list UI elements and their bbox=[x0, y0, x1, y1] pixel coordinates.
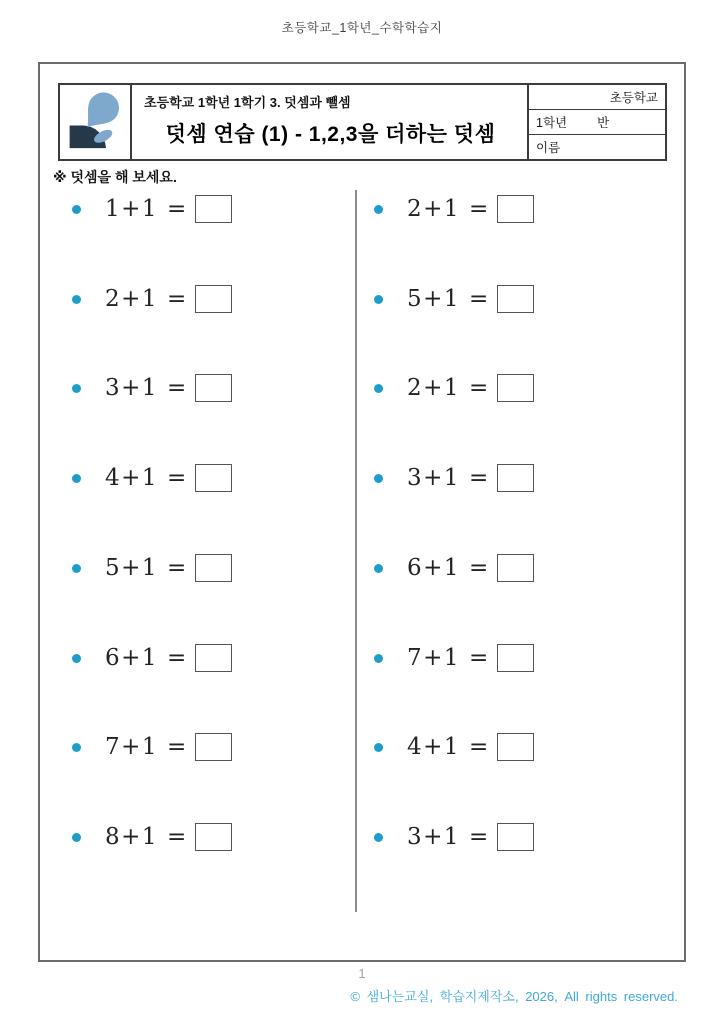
worksheet-page bbox=[38, 62, 686, 962]
student-info-table bbox=[529, 85, 665, 159]
equals-sign: = bbox=[167, 465, 187, 491]
problem-expression: 2+1 bbox=[105, 286, 159, 312]
problem-expression: 6+1 bbox=[105, 645, 159, 671]
problem-expression: 4+1 bbox=[105, 465, 159, 491]
instruction-text: ※ 덧셈을 해 보세요. bbox=[53, 169, 177, 185]
whale-drop-logo-icon bbox=[66, 90, 124, 155]
bullet-icon bbox=[374, 833, 383, 842]
equals-sign: = bbox=[469, 645, 489, 671]
logo-cell bbox=[60, 85, 132, 159]
equals-sign: = bbox=[167, 824, 187, 850]
bullet-icon bbox=[72, 474, 81, 483]
answer-box[interactable] bbox=[195, 464, 232, 492]
problem-row bbox=[72, 371, 232, 405]
problem-expression: 4+1 bbox=[407, 734, 461, 760]
column-divider bbox=[355, 190, 357, 912]
problem-expression: 5+1 bbox=[105, 555, 159, 581]
problem-row bbox=[72, 730, 232, 764]
answer-box[interactable] bbox=[195, 374, 232, 402]
answer-box[interactable] bbox=[195, 823, 232, 851]
bullet-icon bbox=[72, 743, 81, 752]
answer-box[interactable] bbox=[195, 554, 232, 582]
problem-row bbox=[72, 461, 232, 495]
bullet-icon bbox=[72, 654, 81, 663]
answer-box[interactable] bbox=[497, 733, 534, 761]
problem-expression: 7+1 bbox=[105, 734, 159, 760]
bullet-icon bbox=[72, 564, 81, 573]
bullet-icon bbox=[374, 384, 383, 393]
answer-box[interactable] bbox=[497, 285, 534, 313]
bullet-icon bbox=[374, 564, 383, 573]
problem-row bbox=[72, 551, 232, 585]
equals-sign: = bbox=[167, 734, 187, 760]
problem-row bbox=[72, 282, 232, 316]
problem-expression: 2+1 bbox=[407, 196, 461, 222]
school-label: 초등학교 bbox=[609, 91, 658, 105]
answer-box[interactable] bbox=[497, 374, 534, 402]
problem-expression: 5+1 bbox=[407, 286, 461, 312]
problem-row bbox=[374, 461, 534, 495]
worksheet-header bbox=[58, 83, 667, 161]
equals-sign: = bbox=[469, 196, 489, 222]
problem-row bbox=[374, 371, 534, 405]
name-label: 이름 bbox=[536, 141, 561, 155]
equals-sign: = bbox=[167, 375, 187, 401]
problem-row bbox=[374, 192, 534, 226]
problem-row bbox=[374, 730, 534, 764]
problem-expression: 3+1 bbox=[407, 824, 461, 850]
name-row bbox=[529, 135, 665, 159]
problem-expression: 2+1 bbox=[407, 375, 461, 401]
problem-row bbox=[72, 820, 232, 854]
page-number: 1 bbox=[358, 966, 366, 981]
equals-sign: = bbox=[469, 375, 489, 401]
answer-box[interactable] bbox=[497, 195, 534, 223]
worksheet-title: 덧셈 연습 (1) - 1,2,3을 더하는 덧셈 bbox=[165, 123, 496, 146]
problem-row bbox=[374, 641, 534, 675]
problem-expression: 8+1 bbox=[105, 824, 159, 850]
bullet-icon bbox=[374, 743, 383, 752]
problem-row bbox=[374, 551, 534, 585]
problem-row bbox=[72, 641, 232, 675]
answer-box[interactable] bbox=[195, 285, 232, 313]
answer-box[interactable] bbox=[195, 195, 232, 223]
document-title: 초등학교_1학년_수학학습지 bbox=[281, 21, 443, 35]
bullet-icon bbox=[72, 384, 81, 393]
answer-box[interactable] bbox=[497, 644, 534, 672]
problem-row bbox=[72, 192, 232, 226]
equals-sign: = bbox=[469, 734, 489, 760]
problem-expression: 3+1 bbox=[105, 375, 159, 401]
grade-class-row bbox=[529, 110, 665, 135]
problem-expression: 3+1 bbox=[407, 465, 461, 491]
problem-row bbox=[374, 282, 534, 316]
equals-sign: = bbox=[469, 824, 489, 850]
bullet-icon bbox=[374, 474, 383, 483]
class-label: 반 bbox=[597, 116, 610, 130]
equals-sign: = bbox=[167, 286, 187, 312]
title-cell bbox=[132, 85, 529, 159]
school-row bbox=[529, 85, 665, 110]
answer-box[interactable] bbox=[497, 554, 534, 582]
bullet-icon bbox=[72, 833, 81, 842]
problem-expression: 1+1 bbox=[105, 196, 159, 222]
equals-sign: = bbox=[469, 465, 489, 491]
problem-row bbox=[374, 820, 534, 854]
unit-line: 초등학교 1학년 1학기 3. 덧셈과 뺄셈 bbox=[144, 95, 351, 110]
bullet-icon bbox=[374, 205, 383, 214]
problem-expression: 6+1 bbox=[407, 555, 461, 581]
grade-label: 1학년 bbox=[536, 116, 568, 130]
equals-sign: = bbox=[469, 555, 489, 581]
equals-sign: = bbox=[469, 286, 489, 312]
equals-sign: = bbox=[167, 196, 187, 222]
copyright-footer: © 샘나는교실, 학습지제작소, 2026, All rights reserved. bbox=[350, 989, 678, 1004]
answer-box[interactable] bbox=[497, 823, 534, 851]
bullet-icon bbox=[72, 295, 81, 304]
bullet-icon bbox=[374, 654, 383, 663]
equals-sign: = bbox=[167, 645, 187, 671]
equals-sign: = bbox=[167, 555, 187, 581]
bullet-icon bbox=[72, 205, 81, 214]
bullet-icon bbox=[374, 295, 383, 304]
answer-box[interactable] bbox=[195, 644, 232, 672]
answer-box[interactable] bbox=[195, 733, 232, 761]
answer-box[interactable] bbox=[497, 464, 534, 492]
problem-expression: 7+1 bbox=[407, 645, 461, 671]
